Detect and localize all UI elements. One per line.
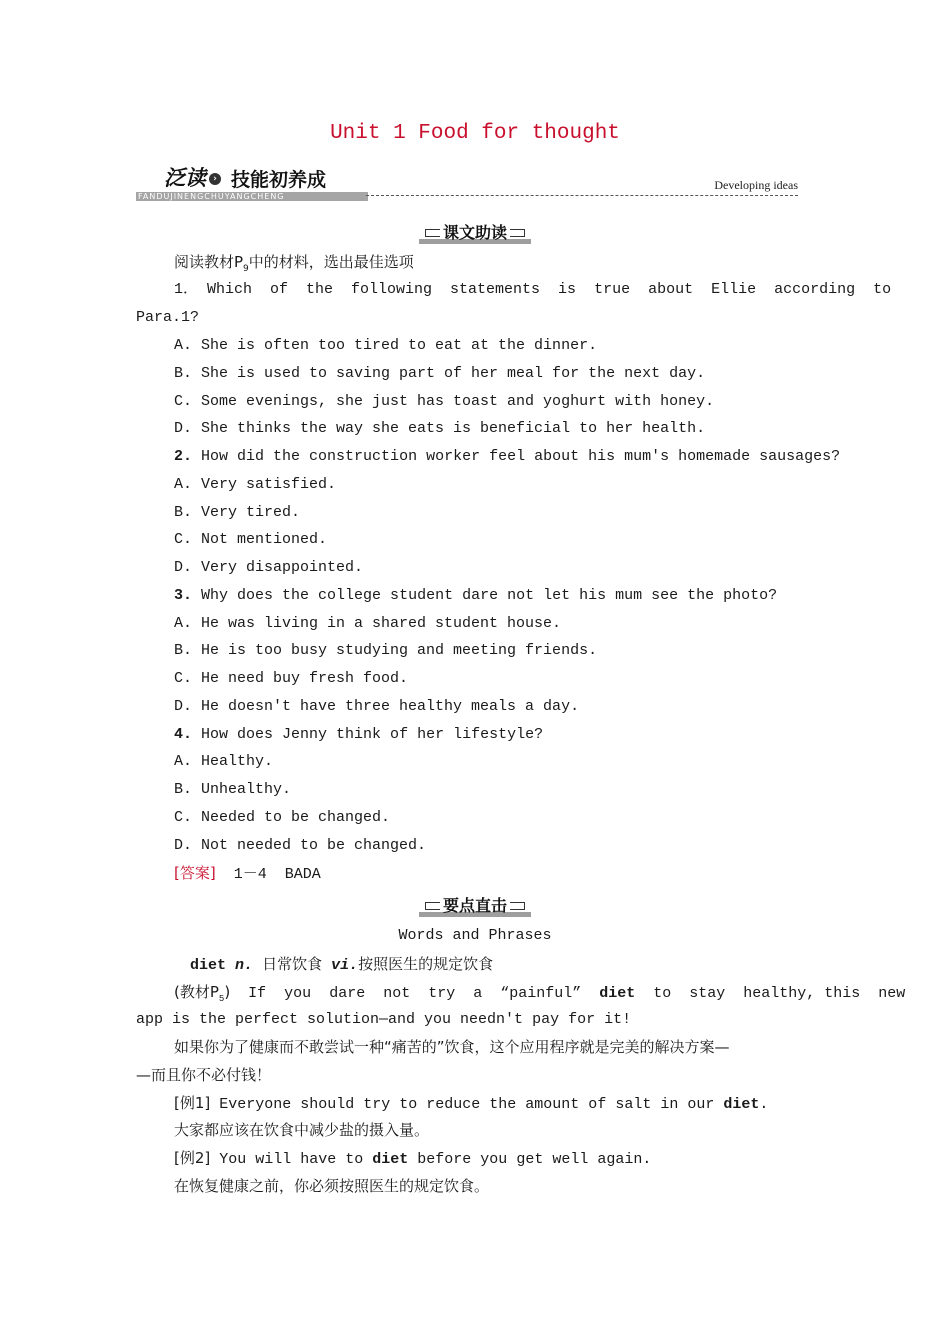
arrow-icon: › [209, 173, 221, 185]
q3-option-c: C. He need buy fresh food. [174, 670, 409, 687]
textbook-example [174, 982, 905, 1009]
q4-option-b: B. Unhealthy. [174, 781, 292, 798]
example-2-end: before you get well again. [408, 1151, 652, 1168]
answer-label: [答案] [174, 864, 216, 882]
section-tag-reading [0, 220, 950, 243]
banner-divider [366, 195, 798, 196]
example-1-translation: 大家都应该在饮食中减少盐的摄入量。 [174, 1121, 430, 1139]
banner-brand [164, 162, 224, 192]
page-title: Unit 1 Food for thought [330, 122, 620, 145]
ref-close: ) [224, 983, 231, 1001]
example-2-label: [例2] [174, 1149, 211, 1167]
instruction-page: 9 [243, 264, 249, 274]
q4-option-d: D. Not needed to be changed. [174, 837, 427, 854]
section-tag-keypoints [0, 893, 950, 916]
banner-pinyin: FANDUJINENGCHUYANGCHENG [136, 192, 368, 201]
example-2-text: You will have to [210, 1151, 373, 1168]
example-1-end: . [759, 1096, 769, 1113]
q2-option-b: B. Very tired. [174, 504, 301, 521]
question-2 [174, 447, 840, 467]
question-1-cont: Para.1? [136, 309, 200, 326]
q1-option-a: A. She is often too tired to eat at the dinner. [174, 337, 598, 354]
q2-number: 2. [174, 448, 193, 465]
example-1-keyword: diet [723, 1096, 760, 1113]
answer [174, 863, 321, 885]
q4-option-a: A. Healthy. [174, 753, 274, 770]
example-1-label: [例1] [174, 1094, 211, 1112]
q2-option-c: C. Not mentioned. [174, 531, 328, 548]
banner-right-label: Developing ideas [714, 178, 798, 192]
vocab-pos-verb: vi. [331, 957, 359, 974]
example-2-keyword: diet [372, 1151, 409, 1168]
vocab-meaning-verb: 按照医生的规定饮食 [358, 955, 494, 973]
q1-option-c: C. Some evenings, she just has toast and yoghurt with honey. [174, 393, 715, 410]
banner-brand-text: 泛读 [164, 166, 206, 190]
example-2 [174, 1148, 651, 1170]
q1-option-d: D. She thinks the way she eats is beneficial to her health. [174, 420, 706, 437]
vocab-entry [190, 954, 493, 976]
textbook-example-cont: app is the perfect solution—and you needn't pay for it! [136, 1011, 632, 1028]
q2-option-d: D. Very disappointed. [174, 559, 364, 576]
ref-page: 5 [218, 994, 225, 1004]
vocab-pos-noun: n. [235, 957, 254, 974]
ref-label: (教材P [174, 983, 219, 1001]
example-2-translation: 在恢复健康之前，你必须按照医生的规定饮食。 [174, 1177, 490, 1195]
example-translation-cont: —而且你不必付钱！ [136, 1066, 272, 1084]
question-1: 1． Which of the following statements is true about Ellie according to [174, 281, 892, 298]
q4-number: 4. [174, 726, 193, 743]
example-translation: 如果你为了健康而不敢尝试一种“痛苦的”饮食，这个应用程序就是完美的解决方案— [174, 1038, 730, 1056]
q3-number: 3. [174, 587, 193, 604]
section-banner [136, 160, 798, 202]
q2-text: How did the construction worker feel about his mum's homemade sausages? [201, 448, 841, 465]
q4-option-c: C. Needed to be changed. [174, 809, 391, 826]
example-text-end: to stay healthy, this new [635, 985, 906, 1002]
q2-option-a: A. Very satisfied. [174, 476, 337, 493]
example-1 [174, 1093, 768, 1115]
question-3 [174, 586, 777, 606]
vocab-word: diet [190, 957, 227, 974]
example-1-text: Everyone should try to reduce the amount of salt in our [210, 1096, 724, 1113]
instruction-text: 阅读教材P [174, 253, 244, 271]
q4-text: How does Jenny think of her lifestyle? [201, 726, 544, 743]
q3-text: Why does the college student dare not let his mum see the photo? [201, 587, 778, 604]
example-text: If you dare not try a “painful” [230, 985, 600, 1002]
section-tag-label: 课文助读 [425, 220, 525, 243]
q3-option-b: B. He is too busy studying and meeting friends. [174, 642, 598, 659]
instruction-text-end: 中的材料，选出最佳选项 [248, 253, 414, 271]
example-keyword: diet [599, 985, 636, 1002]
q1-option-b: B. She is used to saving part of her meal for the next day. [174, 365, 706, 382]
instruction [174, 252, 414, 279]
answer-value: 1－4 BADA [233, 866, 321, 883]
banner-subtitle: 技能初养成 [231, 169, 327, 191]
section-tag-label: 要点直击 [425, 893, 525, 916]
q3-option-a: A. He was living in a shared student house. [174, 615, 562, 632]
words-heading: Words and Phrases [398, 927, 552, 944]
vocab-meaning-noun: 日常饮食 [262, 955, 323, 973]
q3-option-d: D. He doesn't have three healthy meals a day. [174, 698, 580, 715]
question-4 [174, 725, 543, 745]
